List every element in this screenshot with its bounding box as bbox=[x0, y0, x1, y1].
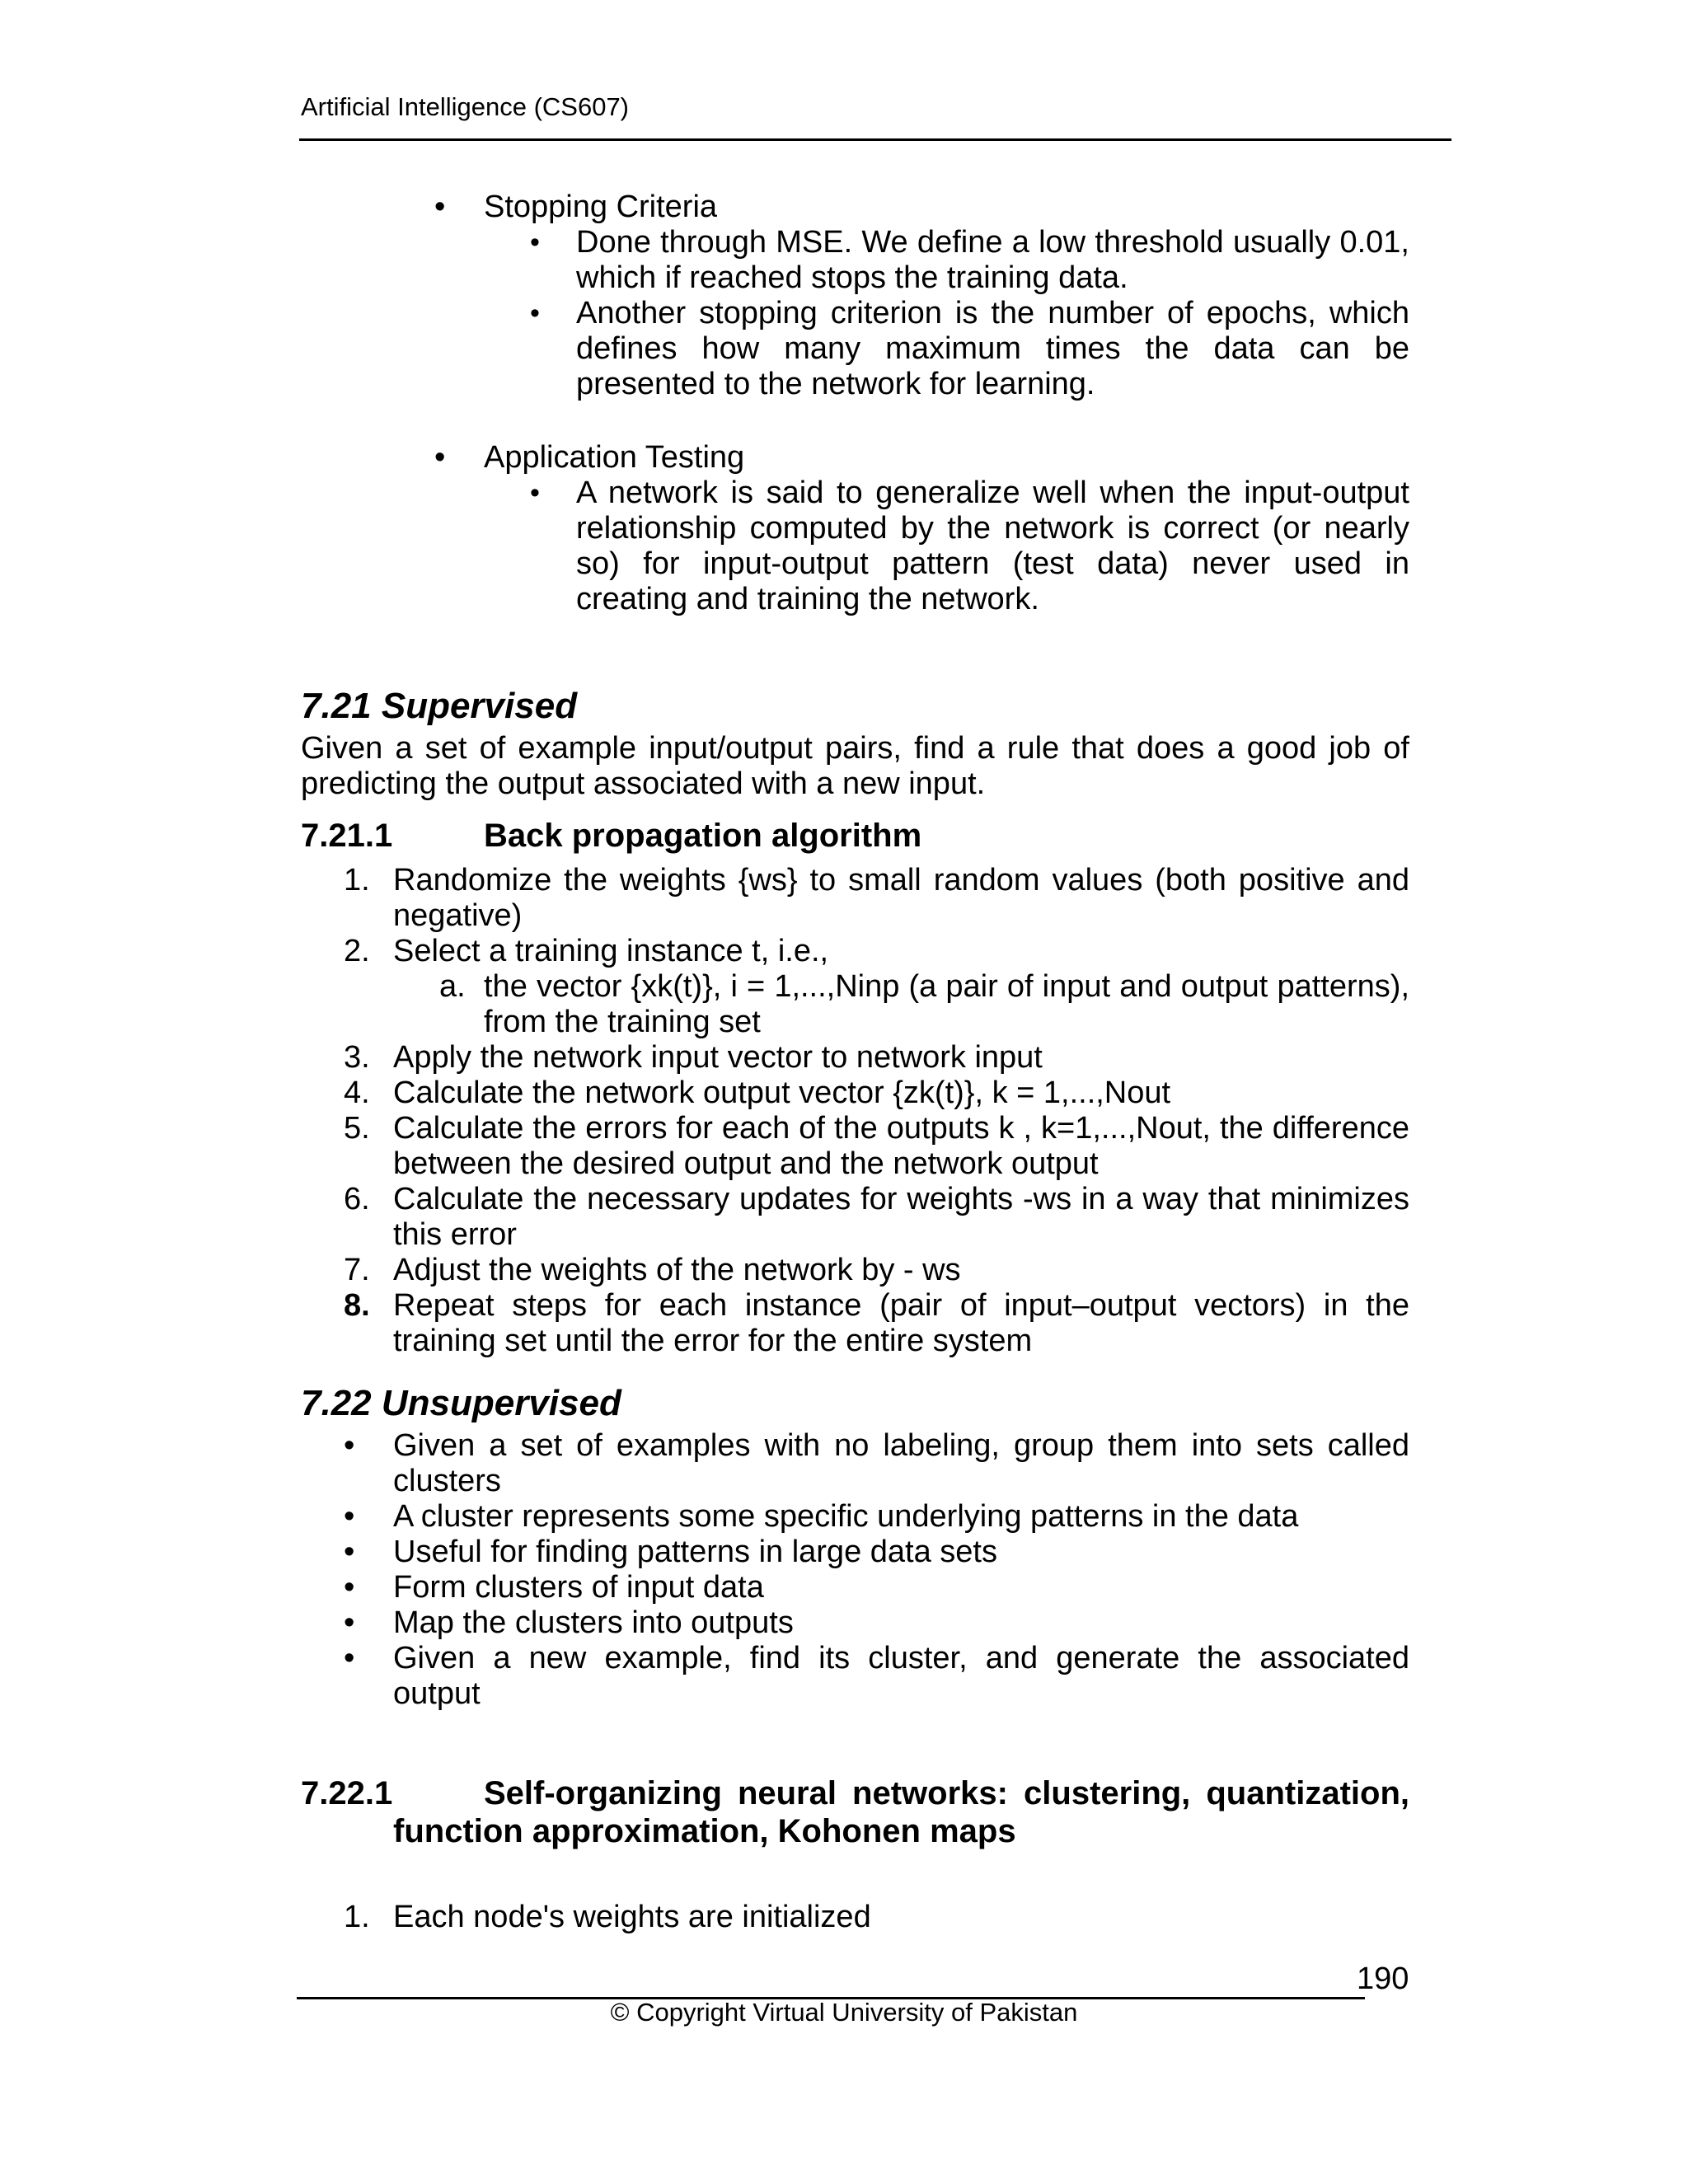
bullet-dot-icon: • bbox=[344, 1605, 355, 1640]
list-item-text: Adjust the weights of the network by - ws bbox=[393, 1253, 961, 1287]
course-title: Artificial Intelligence (CS607) bbox=[301, 92, 630, 121]
bullet-dot-icon: • bbox=[344, 1428, 355, 1463]
list-item bbox=[301, 1605, 1409, 1641]
list-item-text: A cluster represents some specific underlying patterns in the data bbox=[393, 1499, 1299, 1534]
list-number: 4. bbox=[344, 1076, 370, 1110]
subsection-title: Back propagation algorithm bbox=[484, 818, 922, 854]
list-item bbox=[301, 1111, 1409, 1182]
list-item bbox=[301, 1040, 1409, 1076]
list-item bbox=[301, 1900, 1409, 1935]
subsection-heading-som bbox=[301, 1774, 1409, 1850]
sub-bullet-item bbox=[301, 296, 1409, 402]
list-item bbox=[301, 863, 1409, 934]
bullet-dot-icon: • bbox=[344, 1499, 355, 1534]
list-number: 1. bbox=[344, 1900, 370, 1934]
bullet-dot-icon: • bbox=[434, 440, 446, 475]
sub-bullet-item bbox=[301, 476, 1409, 617]
list-item-text: Useful for finding patterns in large data sets bbox=[393, 1535, 997, 1569]
section-heading-supervised: 7.21 Supervised bbox=[301, 686, 578, 726]
page-number: 190 bbox=[1357, 1961, 1409, 1996]
bullet-title: Application Testing bbox=[484, 440, 745, 475]
list-item-text: Map the clusters into outputs bbox=[393, 1605, 794, 1640]
subsection-number: 7.22.1 bbox=[301, 1775, 393, 1811]
list-item bbox=[301, 1428, 1409, 1499]
list-letter: a. bbox=[439, 969, 466, 1004]
list-number: 8. bbox=[344, 1288, 370, 1323]
list-subitem-text: the vector {xk(t)}, i = 1,...,Ninp (a pair of input and output patterns), from the training set bbox=[484, 969, 1409, 1039]
list-number: 1. bbox=[344, 863, 370, 898]
list-number: 2. bbox=[344, 934, 370, 968]
list-number: 3. bbox=[344, 1040, 370, 1075]
list-item bbox=[301, 1570, 1409, 1605]
sub-bullet-item bbox=[301, 225, 1409, 296]
list-item-text: Each node's weights are initialized bbox=[393, 1900, 871, 1934]
list-item bbox=[301, 1535, 1409, 1570]
sub-bullet-text: Another stopping criterion is the number of epochs, which defines how many maximum times the data can be presented to the network for learning. bbox=[576, 296, 1409, 401]
list-item-text: Given a new example, find its cluster, and generate the associated output bbox=[393, 1641, 1409, 1711]
bullet-title: Stopping Criteria bbox=[484, 190, 718, 224]
bullet-application-testing bbox=[301, 440, 1409, 476]
list-item bbox=[301, 1641, 1409, 1712]
bullet-dot-icon: • bbox=[344, 1570, 355, 1605]
sub-bullet-text: A network is said to generalize well when the input-output relationship computed by the network is correct (or nearly so) for input-output pattern (test data) never used in creating and training the network. bbox=[576, 476, 1409, 616]
small-bullet-icon: • bbox=[530, 298, 540, 329]
list-item-text: Apply the network input vector to network input bbox=[393, 1040, 1043, 1075]
list-item bbox=[301, 1288, 1409, 1359]
subsection-heading-backprop bbox=[301, 817, 1409, 855]
list-item-text: Repeat steps for each instance (pair of input–output vectors) in the training set until the error for the entire system bbox=[393, 1288, 1409, 1358]
subsection-title: Self-organizing neural networks: clustering, quantization, function approximation, Kohonen maps bbox=[393, 1775, 1409, 1849]
small-bullet-icon: • bbox=[530, 477, 540, 509]
list-number: 6. bbox=[344, 1182, 370, 1216]
list-item bbox=[301, 934, 1409, 969]
list-item bbox=[301, 1499, 1409, 1535]
subsection-number: 7.21.1 bbox=[301, 818, 393, 854]
list-subitem bbox=[301, 969, 1409, 1040]
list-item bbox=[301, 1076, 1409, 1111]
list-item-text: Randomize the weights {ws} to small random values (both positive and negative) bbox=[393, 863, 1409, 933]
list-item bbox=[301, 1182, 1409, 1253]
list-item-text: Select a training instance t, i.e., bbox=[393, 934, 829, 968]
page-header bbox=[299, 89, 1451, 141]
list-item-text: Calculate the network output vector {zk(t)}, k = 1,...,Nout bbox=[393, 1076, 1171, 1110]
bullet-dot-icon: • bbox=[344, 1641, 355, 1675]
list-number: 7. bbox=[344, 1253, 370, 1287]
bullet-dot-icon: • bbox=[344, 1535, 355, 1569]
bullet-dot-icon: • bbox=[434, 190, 446, 224]
section-heading-unsupervised: 7.22 Unsupervised bbox=[301, 1383, 621, 1423]
sub-bullet-text: Done through MSE. We define a low threshold usually 0.01, which if reached stops the training data. bbox=[576, 225, 1409, 295]
small-bullet-icon: • bbox=[530, 227, 540, 258]
list-item-text: Calculate the necessary updates for weights -ws in a way that minimizes this error bbox=[393, 1182, 1409, 1252]
list-item-text: Calculate the errors for each of the outputs k , k=1,...,Nout, the difference between the desired output and the network output bbox=[393, 1111, 1409, 1181]
list-item-text: Form clusters of input data bbox=[393, 1570, 764, 1605]
list-item-text: Given a set of examples with no labeling, group them into sets called clusters bbox=[393, 1428, 1409, 1498]
bullet-stopping-criteria bbox=[301, 190, 1409, 225]
list-number: 5. bbox=[344, 1111, 370, 1146]
page-content bbox=[301, 190, 1409, 1935]
copyright-notice: © Copyright Virtual University of Pakistan bbox=[610, 1998, 1078, 2027]
supervised-paragraph: Given a set of example input/output pairs, find a rule that does a good job of predicting the output associated with a new input. bbox=[301, 731, 1409, 801]
list-item bbox=[301, 1253, 1409, 1288]
